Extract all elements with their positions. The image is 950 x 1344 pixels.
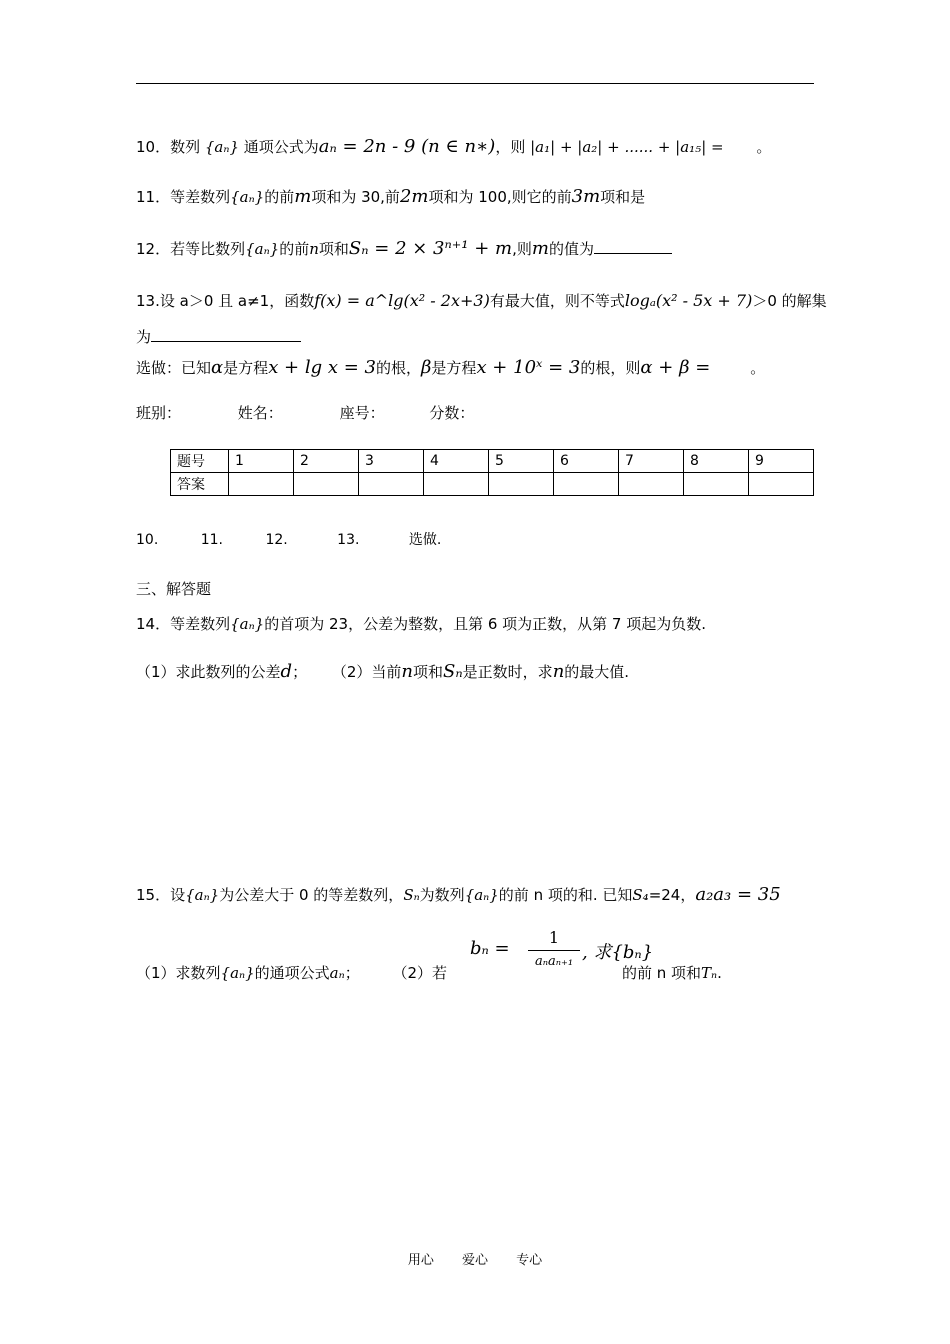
q15-sequence: {aₙ}	[185, 886, 220, 904]
q15-text5: =24，	[648, 886, 696, 904]
q15-text3: 为数列	[419, 886, 465, 904]
q11-3m: 3m	[571, 186, 601, 207]
header-rule	[136, 83, 814, 84]
q15-fraction-denominator: aₙaₙ₊₁	[534, 954, 574, 969]
answer-label-optional: 选做.	[408, 532, 442, 548]
question-15-part2-end	[622, 962, 722, 983]
table-row	[171, 450, 814, 473]
optional-beta: β	[421, 357, 432, 378]
q15-part1: （1）求数列	[136, 964, 221, 982]
q10-text3: ，则	[495, 138, 526, 156]
q11-text2: 的前	[264, 188, 295, 206]
footer-text: 专心	[516, 1253, 543, 1268]
q15-text4: 的前 n 项的和. 已知	[498, 886, 633, 904]
q12-text4: ,则	[512, 240, 532, 258]
q13-number: 13.	[136, 292, 160, 310]
answer-cell[interactable]	[489, 473, 554, 496]
answer-cell[interactable]	[424, 473, 489, 496]
optional-alpha: α	[211, 357, 224, 378]
student-info	[136, 402, 474, 423]
q15-text: 设	[170, 886, 186, 904]
q13-text3: ＞0 的解集	[752, 292, 827, 310]
q15-sequence3: {aₙ}	[220, 964, 255, 982]
question-14	[136, 613, 706, 634]
name-label: 姓名：	[237, 404, 283, 422]
optional-text: 选做：已知	[136, 359, 212, 377]
q11-text: 等差数列	[170, 188, 231, 206]
q15-part2: （2）若	[392, 964, 448, 982]
table-cell: 4	[424, 450, 489, 473]
q12-m: m	[531, 238, 549, 259]
q11-text4: 项和为 100,则它的前	[428, 188, 572, 206]
q14-part2-d: 的最大值.	[564, 663, 630, 681]
q14-part2: （2）当前	[331, 663, 402, 681]
q14-n2: n	[552, 661, 565, 682]
q12-text3: 项和	[318, 240, 349, 258]
answer-cell[interactable]	[229, 473, 294, 496]
q12-formula: Sₙ = 2 × 3ⁿ⁺¹ + m	[348, 238, 513, 259]
answer-label-13: 13.	[337, 532, 360, 548]
optional-text3: 的根，	[376, 359, 422, 377]
q15-s4: S₄	[632, 886, 649, 904]
answer-label-12: 12.	[265, 532, 288, 548]
q14-n: n	[401, 661, 414, 682]
q12-sequence: {aₙ}	[245, 240, 280, 258]
q10-sequence: {aₙ}	[204, 138, 239, 156]
q11-text3: 项和为 30,前	[311, 188, 400, 206]
q15-an: aₙ	[329, 964, 345, 982]
footer-text: 用心	[407, 1253, 434, 1268]
footer-text: 爱心	[461, 1253, 488, 1268]
q15-part2-c: 的前 n 项和	[622, 964, 702, 982]
optional-text2: 是方程	[223, 359, 269, 377]
score-label: 分数：	[429, 404, 475, 422]
page-footer	[0, 1249, 950, 1268]
question-10	[136, 136, 771, 157]
q15-sn: Sₙ	[403, 886, 420, 904]
q15-fraction-bar	[528, 950, 580, 951]
answer-cell[interactable]	[294, 473, 359, 496]
question-13-line2	[136, 326, 301, 347]
table-header-answer: 答案	[171, 473, 229, 496]
seat-label: 座号：	[339, 404, 385, 422]
q15-sequence2: {aₙ}	[464, 886, 499, 904]
table-cell: 9	[749, 450, 814, 473]
q11-2m: 2m	[399, 186, 429, 207]
table-cell: 6	[554, 450, 619, 473]
q14-text2: 的首项为 23，公差为整数，且第 6 项为正数，从第 7 项起为负数.	[264, 615, 707, 633]
answer-cell[interactable]	[619, 473, 684, 496]
q12-text2: 的前	[279, 240, 310, 258]
answer-cell[interactable]	[749, 473, 814, 496]
q14-sequence: {aₙ}	[230, 615, 265, 633]
question-14-parts	[136, 661, 629, 682]
q15-part1-c: ；	[344, 964, 360, 982]
q12-number: 12．	[136, 240, 171, 258]
question-15	[136, 884, 781, 905]
optional-text5: 的根，则	[580, 359, 641, 377]
q15-tn: Tₙ	[701, 964, 718, 982]
q15-bn: bₙ =	[470, 938, 510, 959]
q15-part1-b: 的通项公式	[254, 964, 330, 982]
optional-question	[136, 357, 765, 378]
table-cell: 7	[619, 450, 684, 473]
q14-part2-c: 是正数时，求	[462, 663, 553, 681]
q15-part2-d: .	[717, 964, 722, 982]
q14-part1-end: ；	[292, 663, 308, 681]
table-cell: 1	[229, 450, 294, 473]
q10-formula: aₙ = 2n - 9 (n ∈ n∗)	[318, 136, 496, 157]
q13-text2: 有最大值，则不等式	[489, 292, 625, 310]
q10-text: 数列	[170, 138, 201, 156]
q10-sum: |a₁| + |a₂| + ...... + |a₁₅| =	[530, 138, 724, 156]
optional-sum: α + β =	[640, 357, 711, 378]
q12-text5: 的值为	[548, 240, 594, 258]
q12-n: n	[309, 240, 319, 258]
q11-m: m	[294, 186, 312, 207]
q14-text: 等差数列	[170, 615, 231, 633]
table-row	[171, 473, 814, 496]
q13-answer-blank[interactable]	[151, 341, 301, 342]
answer-table	[170, 449, 814, 496]
q13-inequality: logₐ(x² - 5x + 7)	[624, 291, 753, 310]
table-cell: 5	[489, 450, 554, 473]
q15-number: 15．	[136, 886, 171, 904]
q14-part2-b: 项和	[413, 663, 444, 681]
q11-number: 11．	[136, 188, 171, 206]
q12-text: 若等比数列	[170, 240, 246, 258]
q10-number: 10．	[136, 138, 171, 156]
q14-d: d	[280, 661, 293, 682]
answer-cell[interactable]	[359, 473, 424, 496]
q13-text: 设 a＞0 且 a≠1，函数	[159, 292, 315, 310]
q14-number: 14．	[136, 615, 171, 633]
question-13	[136, 290, 827, 311]
answer-cell[interactable]	[684, 473, 749, 496]
q15-fraction-numerator: 1	[548, 928, 560, 947]
q10-text2: 通项公式为	[243, 138, 319, 156]
class-label: 班别：	[136, 404, 182, 422]
table-cell: 3	[359, 450, 424, 473]
question-12	[136, 238, 672, 259]
section-heading: 三、解答题	[136, 580, 212, 598]
q15-text2: 为公差大于 0 的等差数列，	[219, 886, 404, 904]
q10-end: 。	[756, 138, 772, 156]
q13-function: f(x) = a^lg(x² - 2x+3)	[314, 291, 490, 310]
table-cell: 8	[684, 450, 749, 473]
q11-sequence: {aₙ}	[230, 188, 265, 206]
optional-end: 。	[750, 359, 766, 377]
optional-equation2: x + 10ˣ = 3	[476, 357, 581, 378]
question-11	[136, 186, 645, 207]
question-15-parts	[136, 962, 447, 983]
q13-text4: 为	[136, 328, 152, 346]
table-cell: 2	[294, 450, 359, 473]
table-header-number: 题号	[171, 450, 229, 473]
q12-answer-blank[interactable]	[594, 253, 672, 254]
answer-labels	[136, 529, 441, 549]
answer-cell[interactable]	[554, 473, 619, 496]
q11-text5: 项和是	[600, 188, 646, 206]
optional-text4: 是方程	[431, 359, 477, 377]
q15-product: a₂a₃ = 35	[695, 884, 781, 905]
optional-equation1: x + lg x = 3	[268, 357, 376, 378]
q15-find-bn: , 求{bₙ}	[582, 942, 654, 963]
q14-part1: （1）求此数列的公差	[136, 663, 281, 681]
answer-label-10: 10.	[136, 532, 159, 548]
q14-sn: Sₙ	[443, 661, 463, 682]
answer-label-11: 11.	[200, 532, 223, 548]
